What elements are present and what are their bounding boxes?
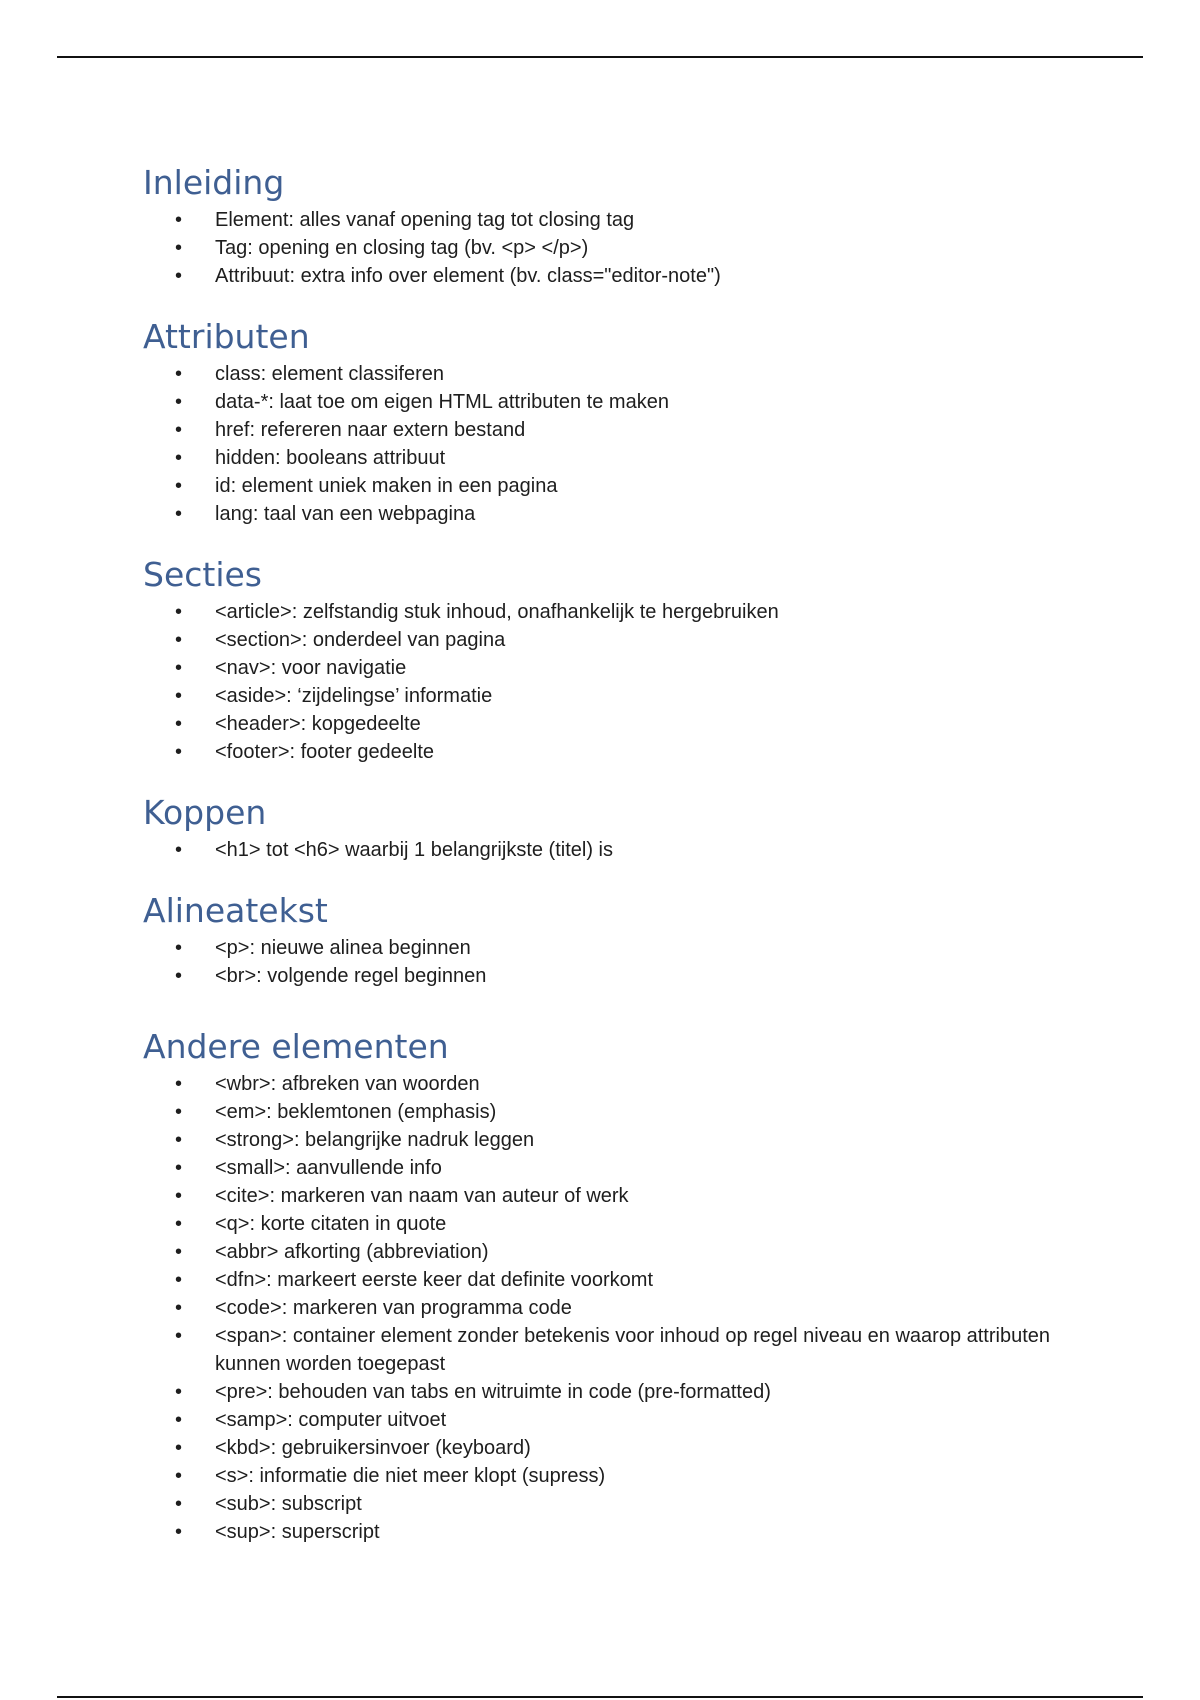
page-bottom-rule [57, 1696, 1143, 1698]
bullet-list [143, 1070, 1143, 1546]
list-item: • lang: taal van een webpagina [143, 500, 1115, 528]
list-item: • <nav>: voor navigatie [143, 654, 1115, 682]
list-item: • <samp>: computer uitvoet [143, 1406, 1115, 1434]
list-item: • <dfn>: markeert eerste keer dat definite voorkomt [143, 1266, 1115, 1294]
list-item: • Attribuut: extra info over element (bv. class="editor-note") [143, 262, 1115, 290]
list-item: • <em>: beklemtonen (emphasis) [143, 1098, 1115, 1126]
list-item: • class: element classiferen [143, 360, 1115, 388]
section-heading: Secties [143, 555, 262, 594]
bullet-list [143, 934, 1143, 990]
list-item: • <aside>: ‘zijdelingse’ informatie [143, 682, 1115, 710]
list-item: • <kbd>: gebruikersinvoer (keyboard) [143, 1434, 1115, 1462]
list-item: • <sup>: superscript [143, 1518, 1115, 1546]
list-item: • <s>: informatie die niet meer klopt (supress) [143, 1462, 1115, 1490]
bullet-list [143, 206, 1143, 290]
list-item: • Tag: opening en closing tag (bv. <p> </p>) [143, 234, 1115, 262]
list-item: • <cite>: markeren van naam van auteur of werk [143, 1182, 1115, 1210]
list-item: • id: element uniek maken in een pagina [143, 472, 1115, 500]
bullet-list [143, 598, 1143, 766]
section-alineatekst [143, 888, 1143, 990]
bullet-list [143, 836, 1143, 864]
page-top-rule [57, 56, 1143, 58]
bullet-list [143, 360, 1143, 528]
list-item: • <strong>: belangrijke nadruk leggen [143, 1126, 1115, 1154]
list-item: • <pre>: behouden van tabs en witruimte in code (pre-formatted) [143, 1378, 1115, 1406]
section-heading: Andere elementen [143, 1027, 449, 1066]
list-item: • hidden: booleans attribuut [143, 444, 1115, 472]
section-heading: Koppen [143, 793, 267, 832]
list-item: • <p>: nieuwe alinea beginnen [143, 934, 1115, 962]
section-secties [143, 552, 1143, 766]
list-item: • href: refereren naar extern bestand [143, 416, 1115, 444]
list-item: • <sub>: subscript [143, 1490, 1115, 1518]
list-item: • <abbr> afkorting (abbreviation) [143, 1238, 1115, 1266]
section-koppen [143, 790, 1143, 864]
list-item: • data-*: laat toe om eigen HTML attributen te maken [143, 388, 1115, 416]
list-item: • <span>: container element zonder betekenis voor inhoud op regel niveau en waarop attributen kunnen worden toegepast [143, 1322, 1115, 1378]
section-andere-elementen [143, 1024, 1143, 1546]
section-heading: Attributen [143, 317, 310, 356]
list-item: • <q>: korte citaten in quote [143, 1210, 1115, 1238]
list-item: • <header>: kopgedeelte [143, 710, 1115, 738]
list-item: • Element: alles vanaf opening tag tot closing tag [143, 206, 1115, 234]
section-attributen [143, 314, 1143, 528]
list-item: • <small>: aanvullende info [143, 1154, 1115, 1182]
section-heading: Alineatekst [143, 891, 328, 930]
list-item: • <br>: volgende regel beginnen [143, 962, 1115, 990]
section-inleiding [143, 160, 1143, 290]
list-item: • <footer>: footer gedeelte [143, 738, 1115, 766]
document-body [143, 160, 1143, 1570]
list-item: • <h1> tot <h6> waarbij 1 belangrijkste (titel) is [143, 836, 1115, 864]
list-item: • <article>: zelfstandig stuk inhoud, onafhankelijk te hergebruiken [143, 598, 1115, 626]
list-item: • <wbr>: afbreken van woorden [143, 1070, 1115, 1098]
section-heading: Inleiding [143, 163, 285, 202]
list-item: • <code>: markeren van programma code [143, 1294, 1115, 1322]
list-item: • <section>: onderdeel van pagina [143, 626, 1115, 654]
